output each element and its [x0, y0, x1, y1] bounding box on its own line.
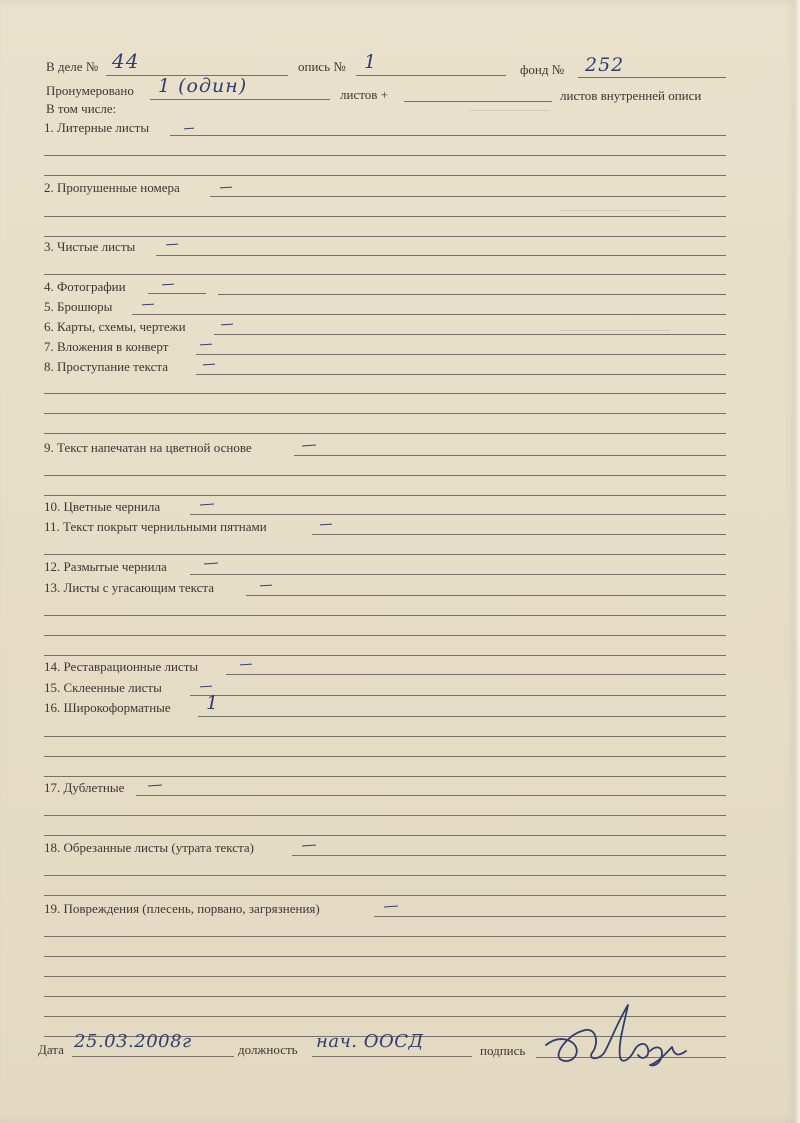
- fond-line: [578, 77, 726, 78]
- item-dash-2: [220, 187, 232, 189]
- rule-line: [374, 916, 726, 917]
- rule-line: [132, 314, 726, 315]
- position-line: [312, 1056, 472, 1057]
- item-label-2: 2. Пропушенные номера: [44, 180, 180, 195]
- item-label-19: 19. Повреждения (плесень, порвано, загрязнения): [44, 901, 320, 916]
- stamp-trace: [560, 330, 670, 331]
- rule-line: [44, 274, 726, 275]
- rule-line: [292, 855, 726, 856]
- rule-line: [44, 236, 726, 237]
- item-dash-3: [166, 244, 178, 246]
- delo-value: 44: [112, 49, 140, 73]
- rule-line: [44, 554, 726, 555]
- item-dash-1: [184, 128, 194, 130]
- item-label-10: 10. Цветные чернила: [44, 499, 161, 514]
- rule-line: [44, 895, 726, 896]
- rule-line: [190, 695, 726, 696]
- item-dash-6: [221, 324, 233, 326]
- item-label-1: 1. Литерные листы: [44, 120, 150, 135]
- rule-line: [148, 293, 206, 294]
- stamp-trace: [470, 110, 550, 111]
- rule-line: [198, 716, 726, 717]
- opis-value: 1: [364, 51, 378, 73]
- rule-line: [44, 495, 726, 496]
- item-label-16: 16. Широкоформатные: [44, 700, 171, 715]
- item-dash-17: [148, 785, 162, 787]
- item-dash-14: [240, 664, 252, 666]
- rule-line: [44, 175, 726, 176]
- rule-line: [44, 155, 726, 156]
- rule-line: [44, 475, 726, 476]
- date-label: Дата: [38, 1042, 64, 1057]
- item-label-13: 13. Листы с угасающим текста: [44, 580, 215, 595]
- rule-line: [196, 354, 726, 355]
- listov-vnutr-label: листов внутренней описи: [560, 88, 702, 103]
- rule-line: [218, 294, 726, 295]
- rule-line: [214, 334, 726, 335]
- item-dash-5: [142, 304, 154, 306]
- item-dash-18: [302, 845, 316, 847]
- item-label-12: 12. Размытые чернила: [44, 559, 167, 574]
- rule-line: [312, 534, 726, 535]
- pronum-value: 1 (один): [158, 75, 248, 97]
- rule-line: [44, 393, 726, 394]
- fond-label: фонд №: [520, 62, 565, 77]
- rule-line: [246, 595, 726, 596]
- date-line: [72, 1056, 234, 1057]
- rule-line: [44, 835, 726, 836]
- rule-line: [156, 255, 726, 256]
- rule-line: [190, 514, 726, 515]
- rule-line: [44, 756, 726, 757]
- delo-label: В деле №: [46, 59, 99, 74]
- v-tom-chisle-label: В том числе:: [46, 101, 117, 116]
- item-label-3: 3. Чистые листы: [44, 239, 136, 254]
- signature-mark: [538, 995, 698, 1075]
- opis-label: опись №: [298, 59, 346, 74]
- item-label-14: 14. Реставрационные листы: [44, 659, 199, 674]
- rule-line: [294, 455, 726, 456]
- rule-line: [44, 875, 726, 876]
- pronum-line: [150, 99, 330, 100]
- item-label-8: 8. Проступание текста: [44, 359, 168, 374]
- item-label-7: 7. Вложения в конверт: [44, 339, 169, 354]
- rule-line: [170, 135, 726, 136]
- rule-line: [196, 374, 726, 375]
- date-value: 25.03.2008г: [74, 1031, 192, 1052]
- item-label-11: 11. Текст покрыт чернильными пятнами: [44, 519, 267, 534]
- opis-line: [356, 75, 506, 76]
- rule-line: [44, 736, 726, 737]
- item-dash-7: [200, 344, 212, 346]
- item-label-15: 15. Склеенные листы: [44, 680, 162, 695]
- rule-line: [44, 776, 726, 777]
- rule-line: [44, 815, 726, 816]
- item-dash-15: [200, 686, 212, 688]
- signature-label: подпись: [480, 1043, 526, 1058]
- item-dash-10: [200, 504, 214, 506]
- fond-value: 252: [585, 54, 625, 76]
- item-label-9: 9. Текст напечатан на цветной основе: [44, 440, 252, 455]
- rule-line: [210, 196, 726, 197]
- item-dash-4: [162, 284, 174, 286]
- item-label-18: 18. Обрезанные листы (утрата текста): [44, 840, 254, 855]
- position-value: нач. ООСД: [316, 1031, 424, 1052]
- item-label-17: 17. Дублетные: [44, 780, 125, 795]
- rule-line: [44, 615, 726, 616]
- rule-line: [44, 216, 726, 217]
- vnutr-line: [404, 101, 552, 102]
- rule-line: [190, 574, 726, 575]
- item-dash-13: [260, 585, 272, 587]
- item-dash-11: [320, 524, 332, 526]
- position-label: должность: [238, 1042, 298, 1057]
- rule-line: [226, 674, 726, 675]
- item-label-5: 5. Брошюры: [44, 299, 113, 314]
- pronum-label: Пронумеровано: [46, 83, 134, 98]
- item-dash-8: [203, 364, 215, 366]
- rule-line: [44, 433, 726, 434]
- listov-plus-label: листов +: [340, 87, 388, 102]
- rule-line: [44, 936, 726, 937]
- rule-line: [44, 635, 726, 636]
- rule-line: [44, 976, 726, 977]
- item-dash-9: [302, 445, 316, 447]
- item-label-4: 4. Фотографии: [44, 279, 126, 294]
- stamp-trace: [560, 210, 680, 211]
- item-dash-12: [204, 563, 218, 565]
- rule-line: [44, 655, 726, 656]
- rule-line: [136, 795, 726, 796]
- rule-line: [44, 413, 726, 414]
- item-label-6: 6. Карты, схемы, чертежи: [44, 319, 186, 334]
- rule-line: [44, 956, 726, 957]
- item-dash-19: [384, 906, 398, 908]
- item-value-16: 1: [206, 692, 220, 714]
